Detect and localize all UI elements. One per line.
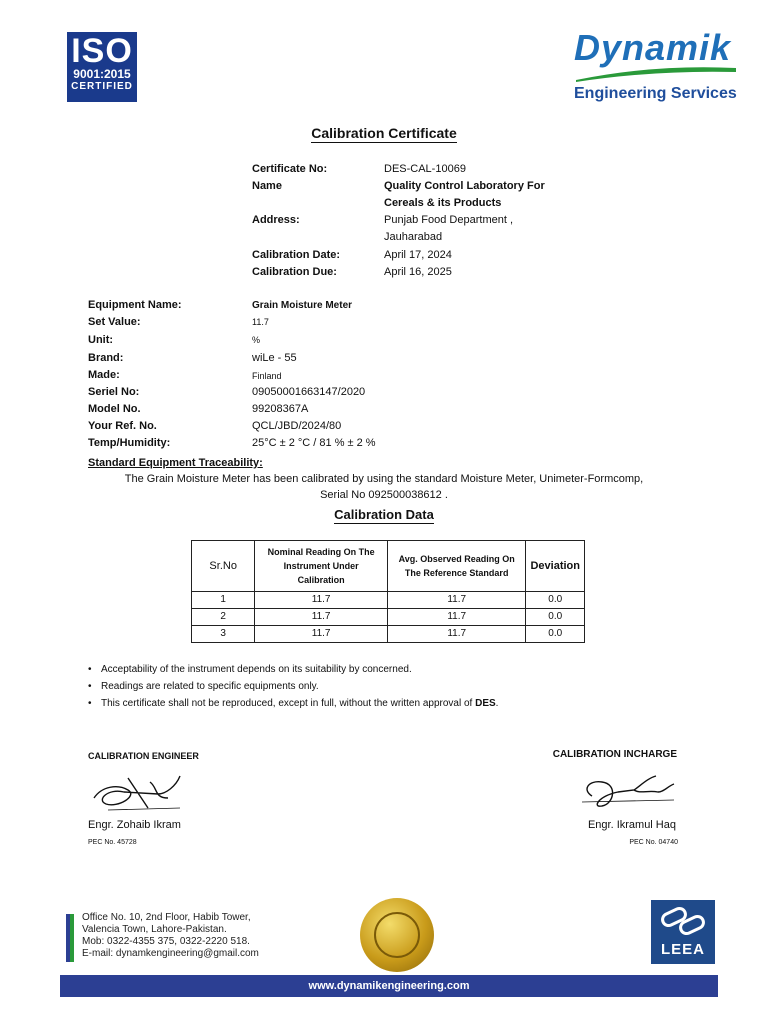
calibration-date-label: Calibration Date:	[252, 249, 341, 261]
gold-seal-inner	[374, 912, 420, 958]
leea-logo	[651, 900, 715, 964]
brand-subtitle: Engineering Services	[574, 85, 737, 102]
table-row	[192, 626, 585, 643]
chain-link-icon	[659, 906, 707, 936]
set-value-label: Set Value:	[88, 316, 141, 328]
made-value: Finland	[252, 371, 282, 381]
table-row	[192, 609, 585, 626]
calibration-incharge-heading: CALIBRATION INCHARGE	[552, 749, 677, 760]
table-row	[192, 592, 585, 609]
col-header-observed: Avg. Observed Reading On The Reference Standard	[387, 541, 526, 592]
calibration-data-heading	[0, 506, 768, 523]
page-title-text: Calibration Certificate	[311, 125, 457, 141]
calibration-due-value: April 16, 2025	[384, 266, 452, 278]
name-value-line2: Cereals & its Products	[384, 197, 502, 209]
iso-standard: 9001:2015	[73, 67, 131, 81]
iso-logo-text: ISO	[71, 32, 133, 70]
table-cell: 11.7	[387, 609, 526, 626]
traceability-line1: The Grain Moisture Meter has been calibrated by using the standard Moisture Meter, Unimeter-Formcomp,	[124, 473, 644, 485]
note-text: This certificate shall not be reproduced, except in full, without the written approval of	[101, 698, 476, 709]
serial-no-label: Seriel No:	[88, 386, 140, 398]
brand-value: wiLe - 55	[252, 352, 297, 364]
incharge-signature-icon	[578, 768, 678, 816]
table-cell: 11.7	[255, 609, 388, 626]
footer-address-line4: E-mail: dynamkengineering@gmail.com	[82, 948, 259, 959]
equipment-value: Grain Moisture Meter	[252, 300, 353, 311]
calibration-table	[191, 540, 585, 643]
table-cell: 11.7	[255, 592, 388, 609]
footer-address	[82, 912, 259, 960]
address-line1: Punjab Food Department ,	[384, 214, 514, 226]
footer-bar-green	[70, 914, 74, 962]
certificate-no-value: DES-CAL-10069	[384, 163, 466, 175]
leea-text: LEEA	[660, 941, 705, 958]
list-item: • Readings are related to specific equipments only.	[101, 678, 498, 695]
unit-value: %	[252, 335, 261, 345]
traceability-line2: Serial No 092500038612 .	[320, 489, 448, 501]
unit-label: Unit:	[88, 334, 114, 346]
calibration-date-value: April 17, 2024	[384, 249, 452, 261]
set-value-value: 11.7	[252, 317, 269, 327]
table-cell: 0.0	[526, 592, 585, 609]
model-no-label: Model No.	[88, 403, 141, 415]
table-header-row	[192, 541, 585, 592]
equipment-label: Equipment Name:	[88, 299, 182, 311]
note-bold: DES	[475, 698, 496, 709]
address-label: Address:	[252, 214, 300, 226]
footer-address-line3: Mob: 0322-4355 375, 0322-2220 518.	[82, 936, 250, 947]
table-cell: 11.7	[387, 626, 526, 643]
model-no-value: 99208367A	[252, 403, 309, 415]
website-url[interactable]: www.dynamikengineering.com	[60, 975, 718, 997]
name-label: Name	[252, 180, 282, 192]
note-suffix: .	[495, 698, 499, 709]
brand-name: Dynamik	[574, 27, 732, 68]
address-line2: Jauharabad	[384, 231, 443, 243]
col-header-nominal: Nominal Reading On The Instrument Under Calibration	[255, 541, 388, 592]
table-cell: 11.7	[255, 626, 388, 643]
calibration-engineer-heading: CALIBRATION ENGINEER	[88, 751, 199, 761]
footer-address-line2: Valencia Town, Lahore-Pakistan.	[82, 924, 227, 935]
ref-no-label: Your Ref. No.	[88, 420, 157, 432]
table-cell: 0.0	[526, 609, 585, 626]
list-item: • Acceptability of the instrument depends on its suitability by concerned.	[101, 661, 498, 678]
incharge-pec: PEC No. 04740	[629, 839, 678, 846]
name-value-line1: Quality Control Laboratory For	[384, 180, 545, 192]
engineer-signature-icon	[88, 768, 188, 816]
table-cell: 11.7	[387, 592, 526, 609]
traceability-heading: Standard Equipment Traceability:	[88, 457, 263, 469]
engineer-pec: PEC No. 45728	[88, 839, 137, 846]
table-cell: 3	[192, 626, 255, 643]
iso-logo	[67, 32, 137, 102]
incharge-name: Engr. Ikramul Haq	[587, 819, 676, 831]
brand-label: Brand:	[88, 352, 124, 364]
footer-address-line1: Office No. 10, 2nd Floor, Habib Tower,	[82, 912, 251, 923]
ref-no-value: QCL/JBD/2024/80	[252, 420, 342, 432]
table-cell: 1	[192, 592, 255, 609]
temp-humidity-value: 25°C ± 2 °C / 81 % ± 2 %	[252, 437, 376, 449]
notes-list	[88, 661, 498, 712]
calibration-data-heading-text: Calibration Data	[334, 507, 434, 522]
page-title	[0, 124, 768, 142]
engineer-name: Engr. Zohaib Ikram	[88, 819, 181, 831]
footer-accent-bar	[66, 914, 74, 962]
col-header-srno: Sr.No	[192, 541, 255, 592]
list-item	[101, 695, 498, 712]
table-cell: 0.0	[526, 626, 585, 643]
col-header-deviation: Deviation	[526, 541, 585, 592]
brand-swoosh-icon	[574, 62, 738, 84]
traceability-text	[88, 471, 680, 503]
table-cell: 2	[192, 609, 255, 626]
iso-certified: CERTIFIED	[71, 81, 133, 92]
serial-no-value: 09050001663147/2020	[252, 386, 366, 398]
temp-humidity-label: Temp/Humidity:	[88, 437, 171, 449]
made-label: Made:	[88, 369, 120, 381]
calibration-due-label: Calibration Due:	[252, 266, 337, 278]
certificate-no-label: Certificate No:	[252, 163, 328, 175]
